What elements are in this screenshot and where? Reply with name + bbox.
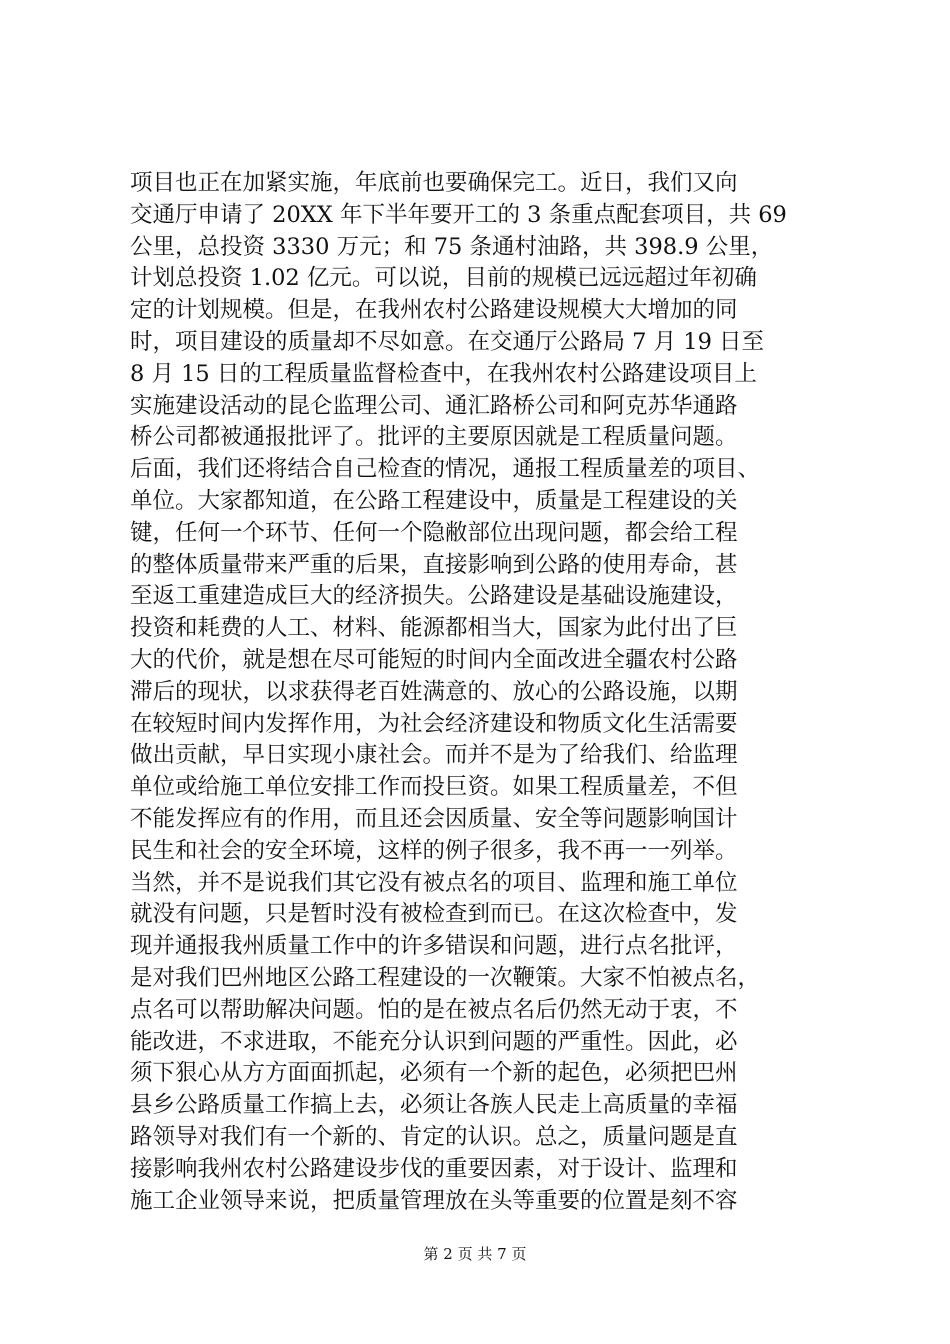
page-number-label: 第 2 页 共 7 页 <box>423 1245 527 1263</box>
text-line: 桥公司都被通报批评了。批评的主要原因就是工程质量问题。 <box>130 424 738 451</box>
text-line: 做出贡献，早日实现小康社会。而并不是为了给我们、给监理 <box>130 742 738 769</box>
text-line: 点名可以帮助解决问题。怕的是在被点名后仍然无动于衷，不 <box>130 996 738 1023</box>
text-line: 路领导对我们有一个新的、肯定的认识。总之，质量问题是直 <box>130 1123 738 1150</box>
text-line: 是对我们巴州地区公路工程建设的一次鞭策。大家不怕被点名， <box>130 964 761 991</box>
text-line: 单位或给施工单位安排工作而投巨资。如果工程质量差，不但 <box>130 774 738 801</box>
text-line: 至返工重建造成巨大的经济损失。公路建设是基础设施建设， <box>130 583 738 610</box>
text-line: 须下狠心从方方面面抓起，必须有一个新的起色，必须把巴州 <box>130 1060 738 1087</box>
text-line: 后面，我们还将结合自己检查的情况，通报工程质量差的项目、 <box>130 456 761 483</box>
text-line: 滞后的现状，以求获得老百姓满意的、放心的公路设施，以期 <box>130 678 738 705</box>
text-line: 大的代价，就是想在尽可能短的时间内全面改进全疆农村公路 <box>130 646 738 673</box>
text-line: 的整体质量带来严重的后果，直接影响到公路的使用寿命，甚 <box>130 551 738 578</box>
text-line: 计划总投资 1.02 亿元。可以说，目前的规模已远远超过年初确 <box>130 265 757 292</box>
text-line: 投资和耗费的人工、材料、能源都相当大，国家为此付出了巨 <box>130 615 738 642</box>
text-line: 键，任何一个环节、任何一个隐敝部位出现问题，都会给工程 <box>130 519 738 546</box>
text-line: 县乡公路质量工作搞上去，必须让各族人民走上高质量的幸福 <box>130 1092 738 1119</box>
text-line: 8 月 15 日的工程质量监督检查中，在我州农村公路建设项目上 <box>130 360 757 387</box>
page-footer <box>0 1244 950 1264</box>
text-line: 民生和社会的安全环境，这样的例子很多，我不再一一列举。 <box>130 837 738 864</box>
text-line: 当然，并不是说我们其它没有被点名的项目、监理和施工单位 <box>130 869 738 896</box>
text-line: 定的计划规模。但是，在我州农村公路建设规模大大增加的同 <box>130 297 738 324</box>
text-line: 项目也正在加紧实施，年底前也要确保完工。近日，我们又向 <box>130 170 738 196</box>
text-line: 能改进，不求进取，不能充分认识到问题的严重性。因此，必 <box>130 1028 738 1055</box>
text-line: 现并通报我州质量工作中的许多错误和问题，进行点名批评， <box>130 933 738 960</box>
text-line: 不能发挥应有的作用，而且还会因质量、安全等问题影响国计 <box>130 805 738 832</box>
text-line: 实施建设活动的昆仑监理公司、通汇路桥公司和阿克苏华通路 <box>130 392 738 419</box>
text-line: 时，项目建设的质量却不尽如意。在交通厅公路局 7 月 19 日至 <box>130 328 765 355</box>
text-line: 接影响我州农村公路建设步伐的重要因素，对于设计、监理和 <box>130 1155 738 1182</box>
text-line: 交通厅申请了 20XX 年下半年要开工的 3 条重点配套项目，共 69 <box>130 201 787 228</box>
text-line: 单位。大家都知道，在公路工程建设中，质量是工程建设的关 <box>130 487 738 514</box>
text-line: 公里，总投资 3330 万元；和 75 条通村油路，共 398.9 公里， <box>130 233 774 260</box>
text-line: 就没有问题，只是暂时没有被检查到而已。在这次检查中，发 <box>130 901 738 928</box>
text-line: 施工企业领导来说，把质量管理放在头等重要的位置是刻不容 <box>130 1187 738 1214</box>
text-line: 在较短时间内发挥作用，为社会经济建设和物质文化生活需要 <box>130 710 738 737</box>
body-text <box>130 168 830 1217</box>
